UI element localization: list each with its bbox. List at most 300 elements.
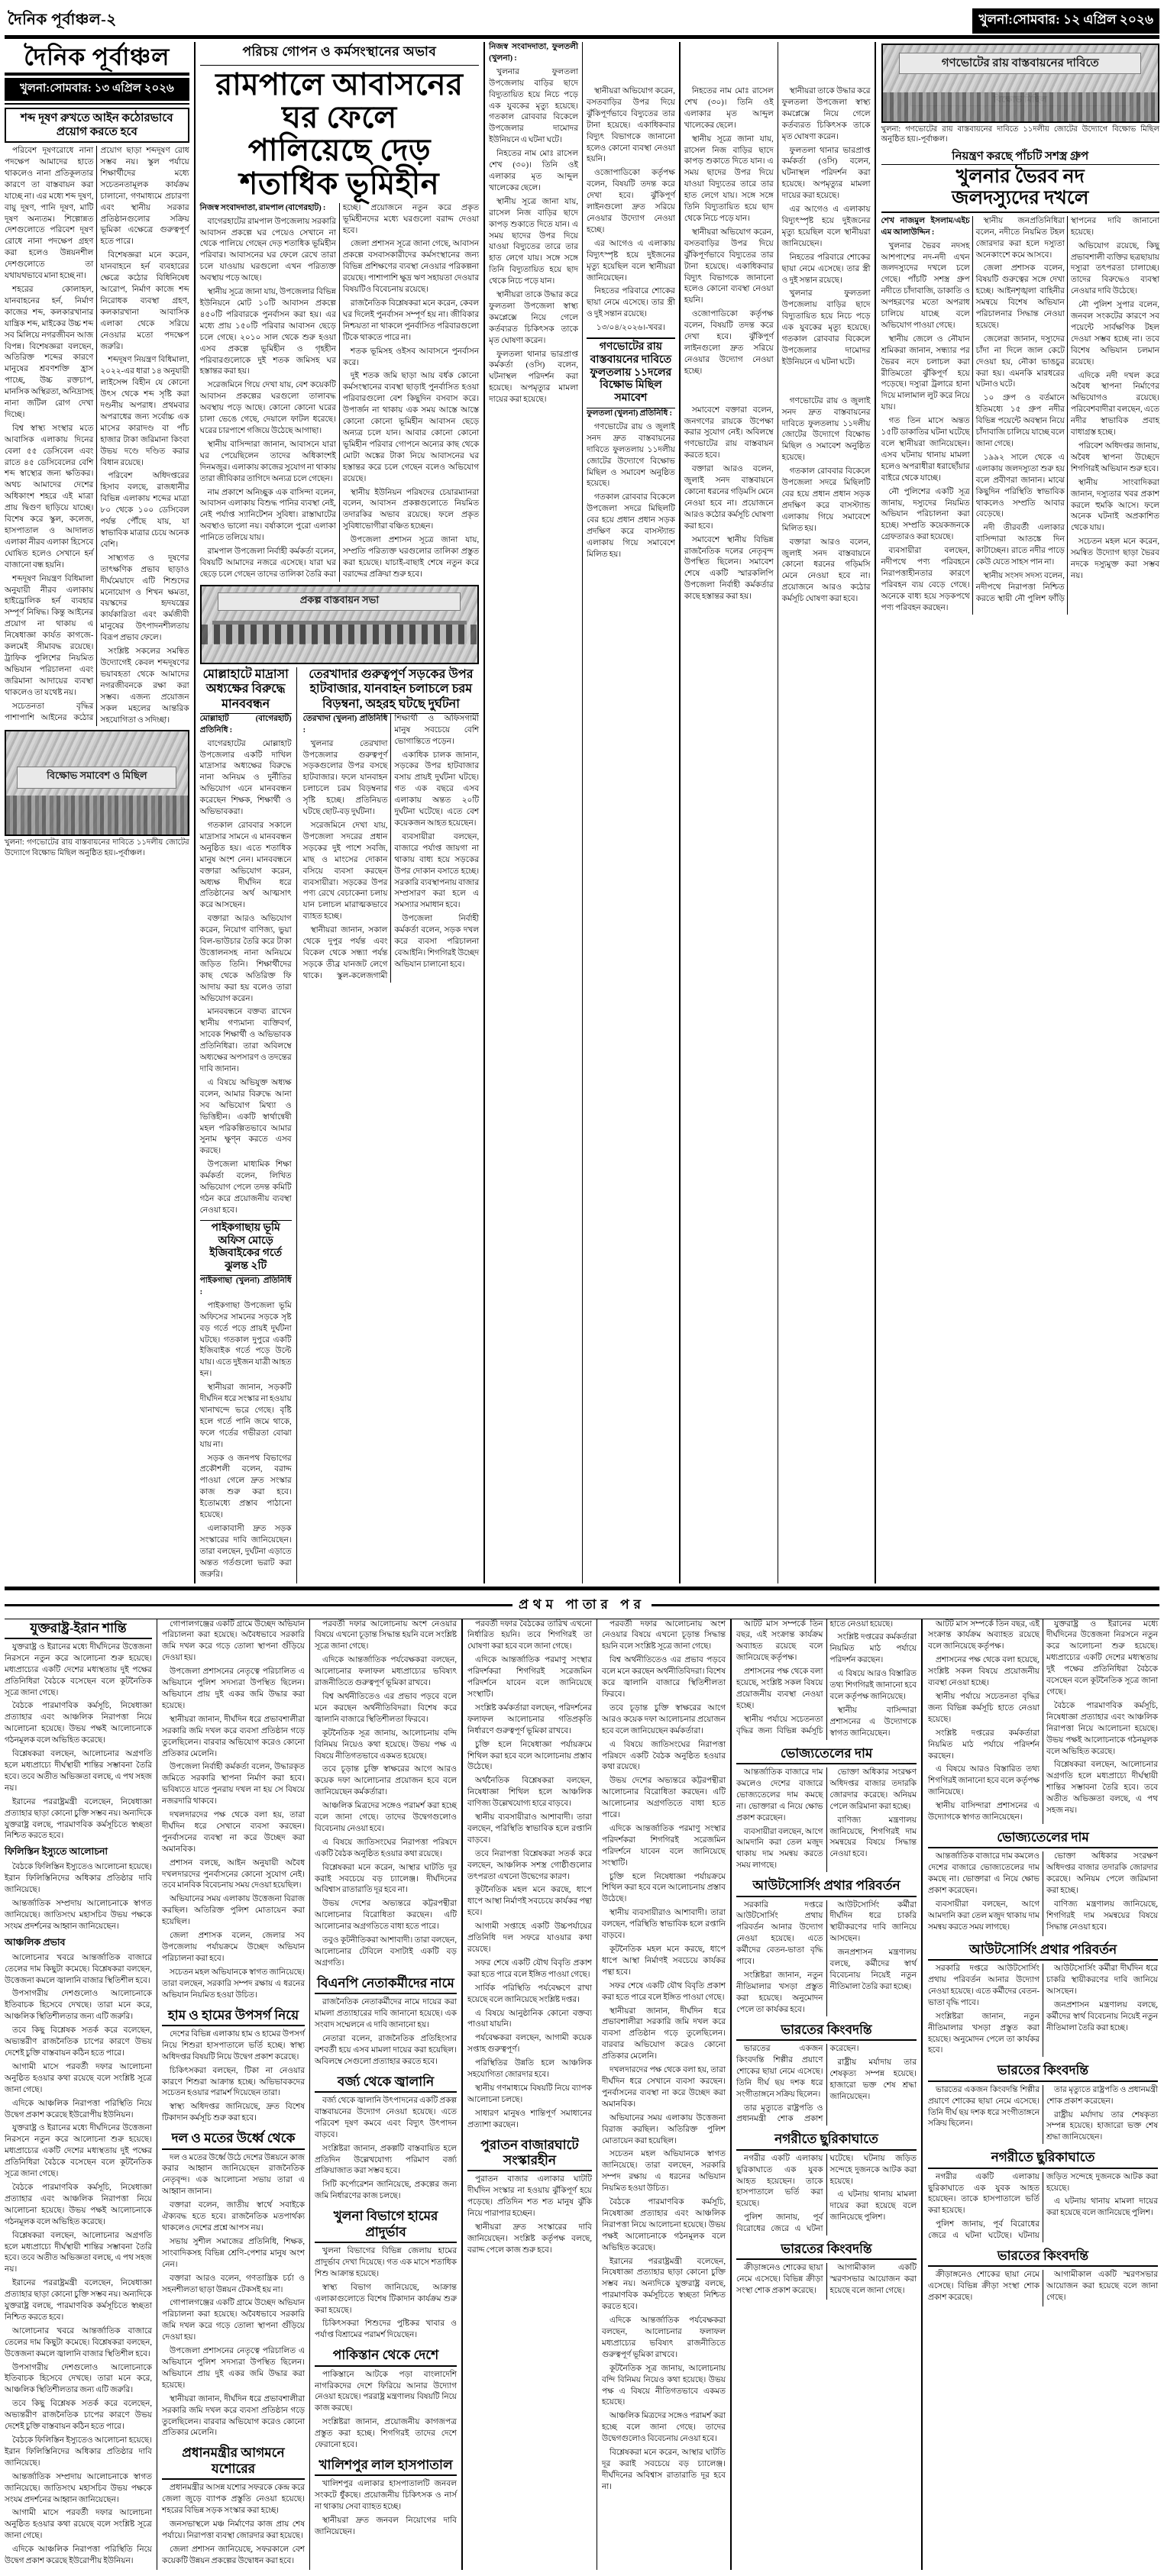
jump-section-divider [5,1595,1159,1616]
paragraph: প্রশাসনের পক্ষ থেকে বলা হয়েছে, সংশ্লিষ্ট সকল বিষয়ে প্রয়োজনীয় ব্যবস্থা নেওয়া হচ্ছে। [928,1656,1040,1688]
paragraph: স্থানীয়রা জানান, সড়কটি দীর্ঘদিন ধরে সংস্কার না হওয়ায় খানাখন্দে ভরে গেছে। বৃষ্টি হলে গর্তে পানি জমে থাকে, ফলে গর্তের গভীরতা বোঝা যায় না। [199,1383,292,1449]
paragraph: এ বিষয়ে আরও বিস্তারিত তথ্য শিগগিরই জানানো হবে বলে কর্তৃপক্ষ জানিয়েছে। [829,1670,917,1701]
terokhada-story [303,667,479,1583]
paragraph: সড়ক ও জনপথ বিভাগের প্রকৌশলী বলেন, বরাদ্দ পাওয়া গেলে দ্রুত সংস্কার কাজ শুরু করা হবে। ইতোমধ্যে প্রস্তাব পাঠানো হয়েছে। [199,1454,292,1520]
paragraph: আন্তর্জাতিক সম্প্রদায় আলোচনাকে স্বাগত জানিয়েছে। জাতিসংঘ মহাসচিব উভয় পক্ষকে সংযম প্রদর্শনের আহ্বান জানিয়েছেন। [5,2472,152,2504]
paragraph: আগামীকাল একটি স্মরণসভার আয়োজন করা হয়েছে বলে জানা গেছে। [1046,2271,1158,2303]
paragraph: গোপালগঞ্জের একটি গ্রামে উচ্ছেদ অভিযান পরিচালনা করা হয়েছে। অবৈধভাবে সরকারি জমি দখল করে গড়ে তোলা স্থাপনা গুঁড়িয়ে দেওয়া হয়। [162,1619,305,1663]
paragraph: পাইকগাছা উপজেলা ভূমি অফিসের সামনের সড়কে সৃষ্ট বড় গর্তে পড়ে প্রায়ই দুর্ঘটনা ঘটছে। গতকাল দুপুরে একটি ইজিবাইক গর্তে পড়ে উল্টে যায়। এতে দুইজন যাত্রী আহত হন। [199,1301,292,1379]
dateline: ১৩/০৪/২০২৬।-খবর। [596,324,665,333]
paragraph: জেলেরা জানান, দস্যুদের চাঁদা না দিলে জাল কেটে দেওয়া হয়, নৌকা ভাঙচুর করা হয়। এমনকি মারধরের ঘটনাও ঘটে। [975,334,1065,389]
photo-people [202,625,477,644]
jump6-body [736,1619,917,1740]
editorial-headline: শব্দ দূষণ রুখতে আইন কঠোরভাবে প্রয়োগ করতে হবে [5,108,189,143]
paragraph: দখলদারদের পক্ষ থেকে বলা হয়, তারা দীর্ঘদিন ধরে সেখানে ব্যবসা করছেন। পুনর্বাসনের ব্যবস্থা না করে উচ্ছেদ করা অমানবিক। [602,2066,726,2109]
lead-body [200,203,479,583]
paragraph: প্রধানমন্ত্রীর আসন্ন যশোর সফরকে কেন্দ্র করে জেলা জুড়ে ব্যাপক প্রস্তুতি নেওয়া হয়েছে। শহরের বিভিন্ন সড়ক সংস্কার করা হচ্ছে। [162,2484,305,2515]
paragraph: ব্যবসায়ীরা বলছেন, আগে আমদানি করা তেল মজুদ থাকায় দাম সমন্বয় করতে সময় লাগছে। [736,1827,823,1871]
paragraph: খালিশপুর এলাকার হাসপাতালটি জনবল সংকটে ধুঁকছে। প্রয়োজনীয় চিকিৎসক ও নার্স না থাকায় সেবা ব্যাহত হচ্ছে। [315,2480,457,2512]
paragraph: ওজোপাডিকো কর্তৃপক্ষ বলেন, বিষয়টি তদন্ত করে দেখা হবে। ঝুঁকিপূর্ণ লাইনগুলো দ্রুত সরিয়ে নেওয়ার উদ্যোগ নেওয়া হচ্ছে। [586,169,675,234]
paragraph: নিহতের পরিবারে শোকের ছায়া নেমে এসেছে। তার স্ত্রী ও দুই সন্তান রয়েছে। [586,287,675,319]
paragraph: বিশ্লেষকরা বলছেন, আলোচনার অগ্রগতি হলে মধ্যপ্রাচ্যে দীর্ঘস্থায়ী শান্তির সম্ভাবনা তৈরি হবে। তবে অতীত অভিজ্ঞতা বলছে, এ পথ সহজ নয়। [5,1750,152,1793]
paragraph: স্থানীয় গণমাধ্যমে বিষয়টি নিয়ে ব্যাপক আলোচনা চলছে। [467,2084,592,2104]
stabbing-headline-dup: নগরীতে ছুরিকাঘাতে [928,2150,1158,2168]
paragraph: ভারতের একজন কিংবদন্তি শিল্পীর প্রয়াণে শোকের ছায়া নেমে এসেছে। তিনি দীর্ঘ ছয় দশক ধরে সংগীতাঙ্গনে সক্রিয় ছিলেন। [736,2044,823,2099]
paragraph: খুলনার ফুলতলা উপজেলায় বাড়ির ছাদে বিদ্যুতায়িত হয়ে নিচে পড়ে এক যুবকের মৃত্যু হয়েছে। গতকাল রোববার বিকেলে উপজেলার দামোদর ইউনিয়নে এ ঘটনা ঘটে। [489,67,578,145]
madrasa-headline: মোল্লাহাটে মাদ্রাসা অধ্যক্ষের বিরুদ্ধে মানববন্ধন [200,667,292,714]
paragraph: কূটনৈতিক মহল মনে করছে, ধাপে ধাপে আস্থা নির্মাণই সবচেয়ে কার্যকর পন্থা হবে। [467,1886,592,1918]
paragraph: গণভোটের রায় ও জুলাই সনদ দ্রুত বাস্তবায়নের দাবিতে ফুলতলায় ১১দলীয় জোটের উদ্যোগে বিক্ষোভ মিছিল ও সমাবেশ অনুষ্ঠিত হয়েছে। [586,422,675,489]
paragraph: বিশ্ব স্বাস্থ্য সংস্থার মতে আবাসিক এলাকায় দিনের বেলা ৫৫ ডেসিবেল এবং রাতে ৪৫ ডেসিবেলের বেশি শব্দ স্বাস্থ্যের জন্য ক্ষতিকর। অথচ আমাদের দেশের অধিকাংশ শহরে এই মাত্রা প্রায় দ্বিগুণ ছাড়িয়ে যাচ্ছে। বিশেষ করে স্কুল, কলেজ, হাসপাতাল ও আদালত এলাকা নীরব এলাকা হিসেবে ঘোষিত হলেও সেখানে হর্ন বাজানো বন্ধ হয়নি। [5,424,94,570]
palestine-body [5,1862,152,1932]
photo-caption-right: খুলনা: গণভোটের রায় বাস্তবায়নের দাবিতে ১১দলীয় জোটের উদ্যোগে বিক্ষোভ মিছিল অনুষ্ঠিত হয়।-পূর্বাঞ্চল। [881,125,1160,144]
paragraph: উপসাগরীয় দেশগুলোও আলোচনাকে ইতিবাচক হিসেবে দেখছে। তারা মনে করে, আঞ্চলিক স্থিতিশীলতার জন্য এটি জরুরি। [5,2363,152,2395]
paragraph: জনপ্রশাসন মন্ত্রণালয় বলছে, কর্মীদের স্বার্থ বিবেচনায় নিয়েই নতুন নীতিমালা তৈরি করা হচ্ছে। [1046,2000,1158,2032]
edible-oil-headline-dup: ভোজ্যতেলের দাম [928,1830,1158,1848]
byline: মোল্লাহাট (বাগেরহাট) প্রতিনিধি : [199,714,292,734]
editorial-body [5,146,189,726]
paragraph: স্থানীয় পর্যায়ে সচেতনতা বৃদ্ধির জন্য বিভিন্ন কর্মসূচি হাতে নেওয়া হয়েছে। [736,1619,894,1735]
outsourcing-body-dup [928,1964,1158,2057]
old-market-body [467,2174,592,2256]
waste-energy-body [315,2096,457,2203]
paragraph: চিকিৎসকরা বলছেন, টিকা না নেওয়ার কারণে শিশুরা আক্রান্ত হচ্ছে। অভিভাবকদের সচেতন হওয়ার পরামর্শ দিয়েছেন তারা। [162,2066,305,2098]
jump5-body [602,1619,726,2494]
paragraph: দেশের বিভিন্ন এলাকায় হাম ও হামের উপসর্গ নিয়ে শিশুরা হাসপাতালে ভর্তি হচ্ছে। স্বাস্থ্য অধিদপ্তর বিষয়টি নিয়ে উদ্বেগ প্রকাশ করেছে। [162,2029,305,2061]
paragraph: সমাবেশে বক্তারা বলেন, জনগণের রায়কে উপেক্ষা করার সুযোগ নেই। অবিলম্বে গণভোটের রায় বাস্তবায়ন করতে হবে। [684,405,774,460]
paragraph: শহরের কোলাহল, যানবাহনের হর্ন, নির্মাণ কাজের শব্দ, কলকারখানার যান্ত্রিক শব্দ, মাইকের উচ্চ শব্দ সব মিলিয়ে নগরজীবন আজ বিপন্ন। বিশেষজ্ঞরা বলছেন, অতিরিক্ত শব্দের কারণে মানুষের শ্রবণশক্তি হ্রাস পাচ্ছে, উচ্চ রক্তচাপ, মানসিক অস্থিরতা, অনিদ্রাসহ নানা জটিল রোগ দেখা দিচ্ছে। [5,285,94,419]
paragraph: প্রশাসনের পক্ষ থেকে বলা হয়েছে, সংশ্লিষ্ট সকল বিষয়ে প্রয়োজনীয় ব্যবস্থা নেওয়া হচ্ছে। [736,1667,823,1710]
paragraph: সিটি কর্পোরেশন জানিয়েছে, প্রকল্পের জন্য জমি নির্ধারণের কাজ চলছে। [315,2181,457,2201]
paragraph: সচেতন মহল অভিযানকে স্বাগত জানিয়েছে। তারা বলছেন, সরকারি সম্পদ রক্ষায় এ ধরনের অভিযান নিয়মিত হওয়া উচিত। [162,1968,305,2000]
paragraph: তবুও কূটনীতিকরা আশাবাদী। তারা বলছেন, আলোচনার টেবিলে বসাটাই একটি বড় অগ্রগতি। [315,1936,457,1968]
paragraph: স্থানীয় সূত্রে জানা যায়, উপজেলার বিভিন্ন ইউনিয়নে মোট ১০টি আবাসন প্রকল্পে ৪৫০টি পরিবারকে পুনর্বাসন করা হয়। এর মধ্যে প্রায় ১৫০টি পরিবার আবাসন ছেড়ে চলে গেছে। ২০১০ সাল থেকে শুরু হওয়া এসব প্রকল্পে ভূমিহীন ও গৃহহীন পরিবারগুলোকে দুই শতক জমিসহ ঘর হস্তান্তর করা হয়। [199,288,336,376]
paragraph: বিশ্লেষকরা বলছেন, আলোচনার অগ্রগতি হলে মধ্যপ্রাচ্যে দীর্ঘস্থায়ী শান্তির সম্ভাবনা তৈরি হবে। তবে অতীত অভিজ্ঞতা বলছে, এ পথ সহজ নয়। [1046,1761,1158,1816]
edible-oil-body [736,1767,917,1872]
paragraph: পুলিশ জানায়, পূর্ব বিরোধের জেরে এ ঘটনা ঘটেছে। ঘটনায় জড়িত সন্দেহে দুজনকে আটক করা হয়েছে। [928,2172,1158,2241]
paragraph: দল ও মতের উর্ধ্বে উঠে দেশের উন্নয়নে কাজ করার আহ্বান জানিয়েছেন রাজনৈতিক নেতৃবৃন্দ। এক আলোচনা সভায় তারা এ আহ্বান জানান। [162,2153,305,2197]
jump-column-1 [5,1619,157,2570]
column-fultala-4 [778,42,876,1583]
divider-bar-right [652,1604,1159,1606]
paragraph: পর্যবেক্ষকরা বলছেন, আগামী কয়েক সপ্তাহ গুরুত্বপূর্ণ। [467,2034,592,2055]
palestine-subhead: ফিলিস্তিন ইস্যুতে আলোচনা [5,1846,108,1858]
section-rule-top [5,1587,1159,1590]
lead-kicker: পরিচয় গোপন ও কর্মসংস্থানের অভাব [200,42,479,66]
paragraph: স্থানীয়রা দ্রুত জনবল নিয়োগের দাবি জানিয়েছেন। [315,2516,457,2536]
paragraph: ব্যবসায়ীরা বলছেন, আগে আমদানি করা তেল মজুদ থাকায় দাম সমন্বয় করতে সময় লাগছে। [928,1900,1040,1932]
paragraph: আঞ্চলিক মিত্রদের সঙ্গেও পরামর্শ করা হচ্ছে বলে জানা গেছে। তাদের উদ্বেগগুলোও বিবেচনায় নেওয়া হবে। [315,1802,457,1833]
paragraph: সরেজমিনে গিয়ে দেখা যায়, বেশ কয়েকটি আবাসন প্রকল্পের ঘরগুলো তালাবদ্ধ অবস্থায় পড়ে আছে। কোনো কোনো ঘরের চালা ভেঙে গেছে, দেয়ালে ফাটল ধরেছে। ঘরের চারপাশে গজিয়ে উঠেছে আগাছা। [199,381,336,435]
outsourcing-headline-dup: আউটসোর্সিং প্রথার পরিবর্তন [928,1942,1158,1961]
paragraph: নৌ পুলিশের একটি সূত্র জানায়, দস্যুদের নিয়মিত অভিযান পরিচালনা করা হচ্ছে। সম্প্রতি কয়েকজনকে গ্রেফতারও করা হয়েছে। [881,487,970,542]
paragraph: স্থানীয় জেলে ও নৌযান শ্রমিকরা জানান, সন্ধ্যার পর ভৈরব নদে চলাচল করা রীতিমতো ঝুঁকিপূর্ণ হয়ে পড়েছে। দস্যুরা ট্রলারে হানা দিয়ে মালামাল লুট করে নিয়ে যায়। [881,334,970,412]
paragraph: সফর শেষে একটি যৌথ বিবৃতি প্রকাশ করা হতে পারে বলে ইঙ্গিত পাওয়া গেছে। [602,1981,726,2002]
column-right [876,42,1160,1583]
byline: শেখ নাজমুল ইসলাম/এইচ এম আলাউদ্দিন : [881,216,970,237]
paragraph: নিহতের নাম মোঃ রাসেল শেখ (৩০)। তিনি ওই এলাকার মৃত আব্দুল খালেকের ছেলে। [684,87,774,130]
pakistan-headline: পাকিস্তান থেকে দেশে [315,2348,457,2366]
paragraph: স্থানীয় বাসিন্দারা প্রশাসনের এ উদ্যোগকে স্বাগত জানিয়েছেন। [928,1802,1040,1822]
paragraph: জেলা প্রশাসক বলেন, জেলার সব উপজেলায় পর্যায়ক্রমে উচ্ছেদ অভিযান পরিচালনা করা হবে। [162,1932,305,1963]
paragraph: খুলনা বিভাগের বিভিন্ন জেলায় হামের প্রাদুর্ভাব দেখা দিয়েছে। গত এক মাসে শতাধিক শিশু আক্রান্ত হয়েছে। [315,2246,457,2278]
paragraph: আগামী মাসে পরবর্তী দফার আলোচনা অনুষ্ঠিত হওয়ার কথা রয়েছে বলে সংশ্লিষ্ট সূত্রে জানা গেছে। [5,2509,152,2541]
paragraph: ইরানের পররাষ্ট্রমন্ত্রী বলেছেন, নিষেধাজ্ঞা প্রত্যাহার ছাড়া কোনো চুক্তি সম্ভব নয়। অন্যদিকে যুক্তরাষ্ট্র বলছে, পারমাণবিক কর্মসূচিতে স্বচ্ছতা নিশ্চিত করতে হবে। [602,2257,726,2312]
pm-jessore-body [162,2483,305,2567]
paragraph: ১৯৯২ সালে থেকে এ এলাকায় জলদস্যুতা শুরু হয় বলে প্রবীণরা জানান। মাঝে কিছুদিন পরিস্থিতি স্বাভাবিক থাকলেও সম্প্রতি আবার বেড়েছে। [975,453,1065,519]
jump-column-3 [310,1619,463,2570]
paragraph: প্রশাসন বলছে, আইন অনুযায়ী অবৈধ দখলদারদের পুনর্বাসনের কোনো সুযোগ নেই। তবে মানবিক বিবেচনায় সময় দেওয়া হয়েছিল। [162,1858,305,1890]
paragraph: বক্তারা আরও বলেন, জুলাই সনদ বাস্তবায়নে কোনো ধরনের গড়িমসি মেনে নেওয়া হবে না। প্রয়োজনে আরও কঠোর কর্মসূচি ঘোষণা করা হবে। [781,537,871,604]
paragraph: স্থানীয় সাংবাদিকরা জানান, দস্যুতার খবর প্রকাশ করলে হুমকি আসে। ফলে অনেক ঘটনাই অপ্রকাশিত থেকে যায়। [1070,478,1159,533]
measles-headline: হাম ও হামের উপসর্গ নিয়ে [162,2008,305,2026]
paragraph: বক্তারা আরও অভিযোগ করেন, নিয়োগ বাণিজ্য, ভুয়া বিল-ভাউচার তৈরি করে টাকা উত্তোলনসহ নানা অনিয়মে জড়িত তিনি। শিক্ষার্থীদের কাছ থেকে অতিরিক্ত ফি আদায় করা হয় বলেও তারা অভিযোগ করেন। [199,915,292,1003]
madrasa-body [200,714,292,1217]
paragraph: বাগেরহাটের মোল্লাহাট উপজেলার একটি দাখিল মাদ্রাসার অধ্যক্ষের বিরুদ্ধে নানা অনিয়ম ও দুর্নীতির অভিযোগ এনে মানববন্ধন করেছেন শিক্ষক, শিক্ষার্থী ও অভিভাবকরা। [199,739,292,817]
regional-impact-body [5,1953,152,2568]
paragraph: বিশ্লেষকরা বলছেন, আলোচনার অগ্রগতি হলে মধ্যপ্রাচ্যে দীর্ঘস্থায়ী শান্তির সম্ভাবনা তৈরি হবে। তবে অতীত অভিজ্ঞতা বলছে, এ পথ সহজ নয়। [5,2231,152,2274]
paragraph: পুলিশ জানায়, পূর্ব বিরোধের জেরে এ ঘটনা ঘটেছে। ঘটনায় জড়িত সন্দেহে দুজনকে আটক করা হয়েছে। [736,2154,917,2234]
paragraph: নাম প্রকাশে অনিচ্ছুক এক বাসিন্দা বলেন, আবাসন এলাকায় বিশুদ্ধ পানির ব্যবস্থা নেই, নেই পর্যাপ্ত স্যানিটেশন সুবিধা। রাস্তাঘাটের অবস্থাও ভালো নয়। বর্ষাকালে পুরো এলাকা পানিতে তলিয়ে যায়। [199,488,336,543]
india-legend-2-body [736,2263,917,2300]
paragraph: সচেতন মহল মনে করেন, সমন্বিত উদ্যোগ ছাড়া ভৈরব নদকে দস্যুমুক্ত করা সম্ভব নয়। [1070,537,1159,580]
terokhada-headline: তেরখাদার গুরুত্বপূর্ণ সড়কের উপর হাটবাজার, যানবাহন চলাচলে চরম বিড়ম্বনা, অহরহ ঘটছে দুর্ঘটনা [303,667,479,714]
paragraph: পরবর্তী দফার আলোচনায় অংশ নেওয়ার বিষয়ে এখনো চূড়ান্ত সিদ্ধান্ত হয়নি বলে সংশ্লিষ্ট সূত্রে জানা গেছে। [315,1619,457,1651]
bhairab-headline-line1: খুলনার ভৈরব নদ [955,166,1085,187]
paragraph: সংশ্লিষ্টরা জানান, প্রকল্পটি বাস্তবায়িত হলে প্রতিদিন উল্লেখযোগ্য পরিমাণ বর্জ্য প্রক্রিয়াজাত করা সম্ভব হবে। [315,2144,457,2176]
paragraph: সরকারি দপ্তরে আউটসোর্সিং প্রথায় পরিবর্তন আনার উদ্যোগ নেওয়া হয়েছে। এতে কর্মীদের বেতন-ভাতা বৃদ্ধি পাবে। [928,1964,1040,2007]
old-market-headline: পুরাতন বাজারঘাটে সংস্কারহীন [467,2138,592,2172]
paragraph: মানববন্ধনে বক্তব্য রাখেন স্থানীয় গণ্যমান্য ব্যক্তিবর্গ, সাবেক শিক্ষার্থী ও অভিভাবক প্রতিনিধিরা। তারা অবিলম্বে অধ্যক্ষের অপসারণ ও তদন্তের দাবি জানান। [199,1008,292,1073]
paragraph: এর আগেও এ এলাকায় বিদ্যুৎস্পৃষ্ট হয়ে দুইজনের মৃত্যু হয়েছিল বলে স্থানীয়রা জানিয়েছেন। [781,205,871,248]
paragraph: পরিস্থিতির উন্নতি হলে আঞ্চলিক সহযোগিতা জোরদার হবে। [467,2059,592,2080]
paragraph: বৈঠকে ফিলিস্তিন ইস্যুতেও আলোচনা হয়েছে। ইরান ফিলিস্তিনিদের অধিকার প্রতিষ্ঠার দাবি জানিয়েছে। [5,2436,152,2468]
paragraph: এ বিষয়ে জাতিসংঘের নিরাপত্তা পরিষদে একটি বৈঠক অনুষ্ঠিত হওয়ার কথা রয়েছে। [602,1740,726,1772]
paragraph: রাষ্ট্রীয় মর্যাদায় তার শেষকৃত্য সম্পন্ন হয়েছে। হাজারো ভক্ত শেষ শ্রদ্ধা জানিয়েছেন। [829,2058,917,2101]
paragraph: এ ঘটনায় থানায় মামলা দায়ের করা হয়েছে বলে জানিয়েছে পুলিশ। [1046,2197,1158,2218]
paragraph: এ ঘটনায় থানায় মামলা দায়ের করা হয়েছে বলে জানিয়েছে পুলিশ। [829,2190,917,2223]
photo-crowd [6,796,188,834]
paragraph: অর্থনৈতিক বিশ্লেষকরা বলছেন, নিষেধাজ্ঞা শিথিল হলে আঞ্চলিক বাণিজ্য উল্লেখযোগ্য হারে বাড়বে। [467,1777,592,1809]
paragraph: রাজনৈতিক নেতাকর্মীদের নামে দায়ের করা মামলা প্রত্যাহারের দাবি জানানো হয়েছে। এক সংবাদ সম্মেলনে এ দাবি জানানো হয়। [315,1998,457,2030]
paragraph: সাস্থ্যগত ও দূষণের তাৎক্ষণিক প্রভাব ছাড়াও দীর্ঘমেয়াদে এটি শিশুদের মনোযোগ ও শিখন ক্ষমতা, বয়স্কদের হৃদযন্ত্রের কার্যকারিতা এবং কর্মজীবী মানুষের উৎপাদনশীলতায় বিরূপ প্রভাব ফেলে। [100,554,189,643]
lead-headline-line1: রামপালে আবাসনের ঘর ফেলে [215,67,464,135]
khulna-measles-headline: খুলনা বিভাগে হামের প্রাদুর্ভাব [315,2209,457,2243]
paragraph: চুক্তি হলে নিষেধাজ্ঞা পর্যায়ক্রমে শিথিল করা হবে বলে আলোচনায় প্রস্তাব উঠেছে। [602,1872,726,1904]
photo-banner-text: প্রকল্প বাস্তবায়ন সভা [299,594,380,606]
paragraph: বাণিজ্য মন্ত্রণালয় জানিয়েছে, শিগগিরই দাম সমন্বয়ের বিষয়ে সিদ্ধান্ত নেওয়া হবে। [829,1816,917,1859]
paragraph: রাজনৈতিক বিশ্লেষকরা মনে করেন, কেবল ঘর দিলেই পুনর্বাসন সম্পূর্ণ হয় না। জীবিকার নিশ্চয়তা না থাকলে পুনর্বাসিত পরিবারগুলো টিকে থাকতে পারে না। [342,299,480,342]
paragraph: উপজেলা মাধ্যমিক শিক্ষা কর্মকর্তা বলেন, লিখিত অভিযোগ পেলে তদন্ত কমিটি গঠন করে প্রয়োজনীয় ব্যবস্থা নেওয়া হবে। [199,1160,292,1215]
folio-label: দৈনিক পূর্বাঞ্চল-২ [8,11,117,28]
byline: পাইকগাছা (খুলনা) প্রতিনিধি : [199,1276,292,1296]
paragraph: নগরীর একটি এলাকায় ছুরিকাঘাতে এক যুবক আহত হয়েছেন। তাকে হাসপাতালে ভর্তি করা হয়েছে। [736,2154,823,2209]
masthead-rule-2 [5,103,189,105]
paragraph: উভয় দেশের অভ্যন্তরে কট্টরপন্থীরা আলোচনার বিরোধিতা করছেন। এটি আলোচনার অগ্রগতিতে বাধা হতে পারে। [315,1900,457,1932]
paragraph: পুরাতন বাজার এলাকার ঘাটটি দীর্ঘদিন সংস্কার না হওয়ায় ঝুঁকিপূর্ণ হয়ে পড়েছে। প্রতিদিন শত শত মানুষ ঝুঁকি নিয়ে পারাপার হচ্ছেন। [467,2175,592,2219]
paragraph: স্থানীয়রা জানান, দীর্ঘদিন ধরে প্রভাবশালীরা সরকারি জমি দখল করে ব্যবসা প্রতিষ্ঠান গড়ে তুলেছিলেন। বারবার অভিযোগ করেও কোনো প্রতিকার মেলেনি। [602,2006,726,2061]
paragraph: পরিবেশ অধিদপ্তরের হিসাব বলছে, রাজধানীর বিভিন্ন এলাকায় শব্দের মাত্রা ৮০ থেকে ১০০ ডেসিবেল পর্যন্ত পৌঁছে যায়, যা স্বাভাবিক মাত্রার চেয়ে অনেক বেশি। [100,472,189,549]
paragraph: ইরানের পররাষ্ট্রমন্ত্রী বলেছেন, নিষেধাজ্ঞা প্রত্যাহার ছাড়া কোনো চুক্তি সম্ভব নয়। অন্যদিকে যুক্তরাষ্ট্র বলছে, পারমাণবিক কর্মসূচিতে স্বচ্ছতা নিশ্চিত করতে হবে। [5,1797,152,1841]
paragraph: স্থানীয় জনপ্রতিনিধিরা বলেন, নদীতে নিয়মিত টহল জোরদার করা হলে দস্যুতা অনেকাংশে কমে আসবে। [975,216,1065,260]
paragraph: বৈঠকে পারমাণবিক কর্মসূচি, নিষেধাজ্ঞা প্রত্যাহার এবং আঞ্চলিক নিরাপত্তা নিয়ে আলোচনা হয়েছে। উভয় পক্ষই আলোচনাকে গঠনমূলক বলে অভিহিত করেছে। [5,2183,152,2226]
jump-grid [0,1619,1164,2576]
jump7-body [928,1619,1158,1824]
paragraph: বৈঠকে ফিলিস্তিন ইস্যুতেও আলোচনা হয়েছে। ইরান ফিলিস্তিনিদের অধিকার প্রতিষ্ঠার দাবি জানিয়েছে। [5,1863,152,1895]
paragraph: স্বাস্থ্য অধিদপ্তর জানিয়েছে, দ্রুত বিশেষ টিকাদান কর্মসূচি শুরু করা হবে। [162,2103,305,2123]
masthead [5,42,189,105]
paragraph: গোপালগঞ্জের একটি গ্রামে উচ্ছেদ অভিযান পরিচালনা করা হয়েছে। অবৈধভাবে সরকারি জমি দখল করে গড়ে তোলা স্থাপনা গুঁড়িয়ে দেওয়া হয়। [162,2299,305,2342]
paragraph: গত তিন মাসে অন্তত ১৫টি ডাকাতির ঘটনা ঘটেছে বলে স্থানীয়রা জানিয়েছেন। এসব ঘটনায় থানায় মামলা হলেও অপরাধীরা ধরাছোঁয়ার বাইরে থেকে যাচ্ছে। [881,417,970,483]
paikgacha-body [200,1276,292,1581]
india-legend-2-body-dup [928,2270,1158,2306]
paragraph: এ বিষয়ে আরও বিস্তারিত তথ্য শিগগিরই জানানো হবে বলে কর্তৃপক্ষ জানিয়েছে। [928,1765,1040,1797]
paragraph: শতক ভূমিসহ ওইসব আবাসনে পুনর্বাসন করে। [342,347,480,367]
paragraph: সভায় সুশীল সমাজের প্রতিনিধি, শিক্ষক, সাংবাদিকসহ বিভিন্ন শ্রেণি-পেশার মানুষ অংশ নেন। [162,2237,305,2269]
paragraph: সচেতনতা বৃদ্ধির পাশাপাশি আইনের কঠোর প্রয়োগ ছাড়া শব্দদূষণ রোধ সম্ভব নয়। স্কুল পর্যায়ে শিক্ষার্থীদের মধ্যে সচেতনতামূলক কার্যক্রম চালানো, গণমাধ্যমে প্রচারণা এবং স্থানীয় সরকার প্রতিষ্ঠানগুলোর সক্রিয় ভূমিকা এক্ষেত্রে গুরুত্বপূর্ণ হতে পারে। [5,147,189,722]
paragraph: একাধিক চালক জানান, সড়কের উপর হাটবাজার বসায় প্রায়ই দুর্ঘটনা ঘটছে। গত এক বছরে এসব এলাকায় অন্তত ২০টি দুর্ঘটনা ঘটেছে। এতে বেশ কয়েকজন আহত হয়েছেন। [394,751,480,828]
paragraph: বিশ্লেষকরা মনে করেন, আস্থার ঘাটতি দূর করাই সবচেয়ে বড় চ্যালেঞ্জ। দীর্ঘদিনের অবিশ্বাস রাতারাতি দূর হবে না। [315,1863,457,1895]
india-legend-headline-dup: ভারতের কিংবদন্তি [928,2063,1158,2081]
india-legend-2-headline: ভারতের কিংবদন্তি [736,2242,917,2260]
byline: নিজস্ব সংবাদদাতা, রামপাল (বাগেরহাট) : [199,203,326,212]
paragraph: আগামীকাল একটি স্মরণসভার আয়োজন করা হয়েছে বলে জানা গেছে। [829,2264,917,2296]
paragraph: বৈঠকে পারমাণবিক কর্মসূচি, নিষেধাজ্ঞা প্রত্যাহার এবং আঞ্চলিক নিরাপত্তা নিয়ে আলোচনা হয়েছে। উভয় পক্ষই আলোচনাকে গঠনমূলক বলে অভিহিত করেছে। [5,1702,152,1745]
usa-iran-body [5,1642,152,1842]
india-legend-body-dup [928,2085,1158,2145]
jump-column-2 [157,1619,310,2570]
paragraph: এর আগেও এ এলাকায় বিদ্যুৎস্পৃষ্ট হয়ে দুইজনের মৃত্যু হয়েছিল বলে স্থানীয়রা জানিয়েছেন। [586,239,675,282]
paragraph: স্থানীয় সংসদ সদস্য বলেন, নদীপথে নিরাপত্তা নিশ্চিত করতে স্থায়ী নৌ পুলিশ ফাঁড়ি স্থাপনের দাবি জানানো হয়েছে। [975,216,1159,603]
pm-jessore-headline: প্রধানমন্ত্রীর আগমনে যশোরের [162,2445,305,2480]
outsourcing-headline: আউটসোর্সিং প্রথার পরিবর্তন [736,1878,917,1896]
paragraph: বিশ্লেষকরা মনে করেন, আস্থার ঘাটতি দূর করাই সবচেয়ে বড় চ্যালেঞ্জ। দীর্ঘদিনের অবিশ্বাস রাতারাতি দূর হবে না। [602,2448,726,2491]
bhairab-body [881,216,1160,615]
paragraph: এদিকে আঞ্চলিক নিরাপত্তা পরিস্থিতি নিয়ে উদ্বেগ প্রকাশ করেছে ইউরোপীয় ইউনিয়ন। [5,2545,152,2566]
bhairab-headline-line2: জলদস্যুদের দখলে [881,188,1160,213]
edible-oil-headline: ভোজ্যতেলের দাম [736,1746,917,1764]
paragraph: শব্দদূষণ নিয়ন্ত্রণ বিধিমালা অনুযায়ী নীরব এলাকায় হাইড্রোলিক হর্ন ব্যবহার সম্পূর্ণ নিষিদ্ধ। কিন্তু আইনের প্রয়োগ না থাকায় এ নিষেধাজ্ঞা কার্যত কাগজে-কলমেই সীমাবদ্ধ রয়েছে। ট্রাফিক পুলিশের নিয়মিত অভিযান পরিচালনা এবং জরিমানা আদায়ের ব্যবস্থা থাকলেও তা যথেষ্ট নয়। [5,574,94,697]
paragraph: সংশ্লিষ্ট দপ্তরের কর্মকর্তারা নিয়মিত মাঠ পর্যায়ে পরিদর্শন করছেন। [829,1633,917,1665]
main-grid [0,39,1164,1583]
paragraph: স্থানীয়রা তাকে উদ্ধার করে ফুলতলা উপজেলা স্বাস্থ্য কমপ্লেক্সে নিয়ে গেলে কর্তব্যরত চিকিৎসক তাকে মৃত ঘোষণা করেন। [781,87,871,141]
paragraph: বৈঠকে পারমাণবিক কর্মসূচি, নিষেধাজ্ঞা প্রত্যাহার এবং আঞ্চলিক নিরাপত্তা নিয়ে আলোচনা হয়েছে। উভয় পক্ষই আলোচনাকে গঠনমূলক বলে অভিহিত করেছে। [602,2198,726,2252]
paragraph: স্থানীয়রা অভিযোগ করেন, বসতবাড়ির উপর দিয়ে ঝুঁকিপূর্ণভাবে বিদ্যুতের তার টানা হয়েছে। একাধিকবার বিদ্যুৎ বিভাগকে জানানো হলেও কোনো ব্যবস্থা নেওয়া হয়নি। [684,228,774,305]
paragraph: স্থানীয় পর্যায়ে সচেতনতা বৃদ্ধির জন্য বিভিন্ন কর্মসূচি হাতে নেওয়া হয়েছে। [928,1692,1040,1724]
paragraph: ইরানের পররাষ্ট্রমন্ত্রী বলেছেন, নিষেধাজ্ঞা প্রত্যাহার ছাড়া কোনো চুক্তি সম্ভব নয়। অন্যদিকে যুক্তরাষ্ট্র বলছে, পারমাণবিক কর্মসূচিতে স্বচ্ছতা নিশ্চিত করতে হবে। [5,2279,152,2322]
paragraph: রাষ্ট্রীয় মর্যাদায় তার শেষকৃত্য সম্পন্ন হয়েছে। হাজারো ভক্ত শেষ শ্রদ্ধা জানিয়েছেন। [1046,2110,1158,2142]
column-lead-story [196,42,485,1583]
usa-iran-headline: যুক্তরাষ্ট্র-ইরান শান্তি [5,1621,152,1639]
paragraph: জনপ্রশাসন মন্ত্রণালয় বলছে, কর্মীদের স্বার্থ বিবেচনায় নিয়েই নতুন নীতিমালা তৈরি করা হচ্ছে। [829,1948,917,1991]
paragraph: সফর শেষে একটি যৌথ বিবৃতি প্রকাশ করা হতে পারে বলে ইঙ্গিত পাওয়া গেছে। [467,1958,592,1979]
bnp-cases-headline: বিএনপি নেতাকর্মীদের নামে [315,1976,457,1994]
paragraph: তবে কিছু বিশ্লেষক সতর্ক করে বলেছেন, অভ্যন্তরীণ রাজনৈতিক চাপের কারণে উভয় দেশেই চুক্তি বাস্তবায়ন কঠিন হতে পারে। [5,2026,152,2058]
paragraph: সচেতন মহল অভিযানকে স্বাগত জানিয়েছে। তারা বলছেন, সরকারি সম্পদ রক্ষায় এ ধরনের অভিযান নিয়মিত হওয়া উচিত। [602,2150,726,2193]
paragraph: যুক্তরাষ্ট্র ও ইরানের মধ্যে দীর্ঘদিনের উত্তেজনা নিরসনে নতুন করে আলোচনা শুরু হয়েছে। মধ্যপ্রাচ্যের একটি দেশের মধ্যস্থতায় দুই পক্ষের প্রতিনিধিরা বৈঠকে বসেছেন বলে কূটনৈতিক সূত্রে জানা গেছে। [5,1642,152,1697]
paragraph: বৈঠকে পারমাণবিক কর্মসূচি, নিষেধাজ্ঞা প্রত্যাহার এবং আঞ্চলিক নিরাপত্তা নিয়ে আলোচনা হয়েছে। উভয় পক্ষই আলোচনাকে গঠনমূলক বলে অভিহিত করেছে। [1046,1701,1158,1756]
top-date-badge: খুলনা:সোমবার: ১২ এপ্রিল ২০২৬ [972,8,1159,34]
paragraph: স্থানীয়রা দ্রুত সংস্কারের দাবি জানিয়েছেন। সংশ্লিষ্ট কর্তৃপক্ষ বলছে, বরাদ্দ পেলে কাজ শুরু হবে। [467,2223,592,2255]
masthead-title: দৈনিক পূর্বাঞ্চল [24,44,170,70]
paragraph: তবে কিছু বিশ্লেষক সতর্ক করে বলেছেন, অভ্যন্তরীণ রাজনৈতিক চাপের কারণে উভয় দেশেই চুক্তি বাস্তবায়ন কঠিন হতে পারে। [5,2400,152,2432]
paragraph: গণভোটের রায় ও জুলাই সনদ দ্রুত বাস্তবায়নের দাবিতে ফুলতলায় ১১দলীয় জোটের উদ্যোগে বিক্ষোভ মিছিল ও সমাবেশ অনুষ্ঠিত হয়েছে। [781,396,871,463]
paragraph: স্থানীয়রা অভিযোগ করেন, বসতবাড়ির উপর দিয়ে ঝুঁকিপূর্ণভাবে বিদ্যুতের তার টানা হয়েছে। একাধিকবার বিদ্যুৎ বিভাগকে জানানো হলেও কোনো ব্যবস্থা নেওয়া হয়নি। [586,87,675,164]
paragraph: সংশ্লিষ্ট দপ্তরের কর্মকর্তারা নিয়মিত মাঠ পর্যায়ে পরিদর্শন করছেন। [928,1729,1040,1761]
paragraph: সংশ্লিষ্ট কর্মকর্তারা বলছেন, পরিদর্শনের ফলাফল আলোচনার গতিপ্রকৃতি নির্ধারণে গুরুত্বপূর্ণ ভূমিকা রাখবে। [467,1703,592,1735]
unity-body [162,2153,305,2440]
terokhada-body [303,714,479,983]
paragraph: ভোক্তা অধিকার সংরক্ষণ অধিদপ্তর বাজার তদারকি জোরদার করেছে। অনিয়ম পেলে জরিমানা করা হচ্ছে। [1046,1852,1158,1896]
paragraph: স্থানীয়রা জানান, দীর্ঘদিন ধরে প্রভাবশালীরা সরকারি জমি দখল করে ব্যবসা প্রতিষ্ঠান গড়ে তুলেছিলেন। বারবার অভিযোগ করেও কোনো প্রতিকার মেলেনি। [162,1715,305,1758]
paragraph: বিশ্ব অর্থনীতিতেও এর প্রভাব পড়বে বলে মনে করছেন অর্থনীতিবিদরা। বিশেষ করে জ্বালানি বাজারে স্থিতিশীলতা ফিরবে। [315,1692,457,1724]
paragraph: আন্তর্জাতিক বাজারে দাম কমলেও দেশের বাজারে ভোজ্যতেলের দাম কমছে না। ভোক্তারা এ নিয়ে ক্ষোভ প্রকাশ করেছেন। [736,1767,823,1822]
fultala-body-3 [684,86,774,378]
column-masthead-editorial [5,42,196,1583]
paragraph: নদী তীরবর্তী এলাকার বাসিন্দারা আতঙ্কে দিন কাটাচ্ছেন। রাতে নদীর পাড়ে কেউ যেতে সাহস পান না। [975,524,1065,567]
lead-headline-line2: পালিয়েছে দেড় শতাধিক ভূমিহীন [239,133,440,201]
paragraph: উপজেলা নির্বাহী কর্মকর্তা বলেন, উদ্ধারকৃত জমিতে সরকারি স্থাপনা নির্মাণ করা হবে। ভবিষ্যতে যাতে পুনরায় দখল না হয় সে বিষয়ে নজরদারি থাকবে। [162,1763,305,1806]
paragraph: স্থানীয়রা জানান, সকাল থেকে দুপুর পর্যন্ত এবং বিকেল থেকে সন্ধ্যা পর্যন্ত সড়কে তীব্র যানজট লেগে থাকে। স্কুল-কলেজগামী শিক্ষার্থী ও অফিসগামী মানুষ সবচেয়ে বেশি ভোগান্তিতে পড়েন। [302,714,480,980]
stabbing-body [736,2154,917,2235]
paragraph: আন্তর্জাতিক সম্প্রদায় আলোচনাকে স্বাগত জানিয়েছে। জাতিসংঘ মহাসচিব উভয় পক্ষকে সংযম প্রদর্শনের আহ্বান জানিয়েছেন। [5,1900,152,1931]
paragraph: আউটসোর্সিং কর্মীরা দীর্ঘদিন ধরে চাকরি স্থায়ীকরণের দাবি জানিয়ে আসছেন। [829,1900,917,1944]
paragraph: উপজেলা প্রশাসনের নেতৃত্বে পরিচালিত এ অভিযানে পুলিশ সদস্যরা উপস্থিত ছিলেন। অভিযানে প্রায় দুই একর জমি উদ্ধার করা হয়েছে। [162,2347,305,2390]
fultala-body-4 [782,86,871,369]
pakistan-body [315,2370,457,2452]
paragraph: ক্রীড়াঙ্গনেও শোকের ছায়া নেমে এসেছে। বিভিন্ন ক্রীড়া সংস্থা শোক প্রকাশ করেছে। [736,2264,823,2296]
jump-column-7 [923,1619,1158,2570]
paragraph: সংশ্লিষ্টরা জানান, প্রয়োজনীয় কাগজপত্র প্রস্তুত করা হচ্ছে। শিগগিরই তাদের দেশে ফেরানো হবে। [315,2418,457,2450]
paragraph: কূটনৈতিক মহল মনে করছে, ধাপে ধাপে আস্থা নির্মাণই সবচেয়ে কার্যকর পন্থা হবে। [602,1945,726,1977]
paragraph: আন্তর্জাতিক বাজারে দাম কমলেও দেশের বাজারে ভোজ্যতেলের দাম কমছে না। ভোক্তারা এ নিয়ে ক্ষোভ প্রকাশ করেছেন। [928,1852,1040,1896]
paragraph: উপসাগরীয় দেশগুলোও আলোচনাকে ইতিবাচক হিসেবে দেখছে। তারা মনে করে, আঞ্চলিক স্থিতিশীলতার জন্য এটি জরুরি। [5,1990,152,2022]
khalishpur-hospital-body [315,2479,457,2539]
paragraph: এদিকে আন্তর্জাতিক পরমাণু সংস্থার পরিদর্শকরা শিগগিরই সরেজমিন পরিদর্শনে যাবেন বলে জানিয়েছে সংস্থাটি। [602,1824,726,1867]
edible-oil-body-dup [928,1851,1158,1935]
paragraph: উপজেলা প্রশাসনের নেতৃত্বে পরিচালিত এ অভিযানে পুলিশ সদস্যরা উপস্থিত ছিলেন। অভিযানে প্রায় দুই একর জমি উদ্ধার করা হয়েছে। [162,1667,305,1710]
paragraph: আগামী সপ্তাহে একটি উচ্চপর্যায়ের প্রতিনিধি দল সফরে যাওয়ার কথা রয়েছে। [467,1922,592,1954]
paragraph: নৌ পুলিশ সুপার বলেন, জনবল সংকটের কারণে সব পয়েন্টে সার্বক্ষণিক টহল দেওয়া সম্ভব হচ্ছে না। তবে বিশেষ অভিযান চলমান রয়েছে। [1070,301,1159,366]
paragraph: চিকিৎসকরা শিশুদের পুষ্টিকর খাবার ও পর্যাপ্ত বিশ্রামের পরামর্শ দিয়েছেন। [315,2319,457,2340]
paragraph: এদিকে আন্তর্জাতিক পর্যবেক্ষকরা বলছেন, আলোচনার ফলাফল মধ্যপ্রাচ্যের ভবিষ্যৎ রাজনীতিতে গুরুত্বপূর্ণ ভূমিকা রাখবে। [315,1656,457,1688]
divider-bar-left [5,1604,512,1606]
paragraph: যুক্তরাষ্ট্র ও ইরানের মধ্যে দীর্ঘদিনের উত্তেজনা নিরসনে নতুন করে আলোচনা শুরু হয়েছে। মধ্যপ্রাচ্যের একটি দেশের মধ্যস্থতায় দুই পক্ষের প্রতিনিধিরা বৈঠকে বসেছেন বলে কূটনৈতিক সূত্রে জানা গেছে। [5,2124,152,2179]
paragraph: শব্দদূষণ নিয়ন্ত্রণ বিধিমালা, ২০২২-এর ধারা ১৪ অনুযায়ী লাইসেন্স বিহীন যে কোনো উৎস থেকে শব্দ সৃষ্টি করা দণ্ডনীয় অপরাধ। প্রথমবার অপরাধের জন্য সর্বোচ্চ এক মাসের কারাদণ্ড বা পাঁচ হাজার টাকা জরিমানা কিংবা উভয় দণ্ডে দণ্ডিত করার বিধান রয়েছে। [100,356,189,467]
paragraph: স্বাস্থ্য বিভাগ জানিয়েছে, আক্রান্ত এলাকাগুলোতে বিশেষ টিকাদান কার্যক্রম শুরু করা হয়েছে। [315,2283,457,2315]
madrasa-story [200,667,297,1583]
unity-headline: দল ও মতের উর্ধ্বে থেকে [162,2131,305,2149]
paragraph: সংশ্লিষ্ট সকলের সমন্বিত উদ্যোগেই কেবল শব্দদূষণের ভয়াবহতা থেকে আমাদের নগরজীবনকে রক্ষা করা সম্ভব। এজন্য প্রয়োজন সকল মহলের আন্তরিক সহযোগিতা ও সদিচ্ছা। [100,647,189,725]
gonovote-headline: গণভোটের রায় বাস্তবায়নের দাবিতে ফুলতলায় ১১দলের বিক্ষোভ মিছিল সমাবেশ [587,337,675,408]
paragraph: অভিযানের সময় এলাকায় উত্তেজনা বিরাজ করছিল। অতিরিক্ত পুলিশ মোতায়েন করা হয়েছিল। [162,1895,305,1927]
paragraph: এদিকে আঞ্চলিক নিরাপত্তা পরিস্থিতি নিয়ে উদ্বেগ প্রকাশ করেছে ইউরোপীয় ইউনিয়ন। [5,2099,152,2119]
paragraph: সংশ্লিষ্টরা জানান, নতুন নীতিমালার খসড়া প্রস্তুত করা হয়েছে। অনুমোদন পেলে তা কার্যকর হবে। [736,1971,823,2014]
paragraph: বাণিজ্য মন্ত্রণালয় জানিয়েছে, শিগগিরই দাম সমন্বয়ের বিষয়ে সিদ্ধান্ত নেওয়া হবে। [1046,1900,1158,1932]
paikgacha-headline: পাইকগাছায় ভূমি অফিস মোড়ে ইজিবাইকের গর্তে ঝুলন্ত ২টি [200,1220,292,1276]
paragraph: তবে চূড়ান্ত চুক্তি স্বাক্ষরের আগে আরও কয়েক দফা আলোচনার প্রয়োজন হবে বলে জানিয়েছেন কর্মকর্তারা। [602,1703,726,1735]
paragraph: আউটসোর্সিং কর্মীরা দীর্ঘদিন ধরে চাকরি স্থায়ীকরণের দাবি জানিয়ে আসছেন। [1046,1964,1158,1996]
paragraph: ১০ গ্রুপ ও বর্তমানে ইতিমধ্যে ১৫ গ্রুপ নদীর বিভিন্ন পয়েন্টে অবস্থান নিয়ে চাঁদাবাজি চালিয়ে যাচ্ছে বলে জানা গেছে। [975,394,1065,448]
outsourcing-body [736,1900,917,2016]
paragraph: স্থানীয় বাসিন্দারা প্রশাসনের এ উদ্যোগকে স্বাগত জানিয়েছেন। [829,1706,917,1738]
paragraph: পরিবেশ দূষণরোধে নানা পদক্ষেপ আমাদের হাতে থাকলেও নানা প্রতিকূলতার কারণে তা বাস্তবায়ন করা যাচ্ছে না। এর মধ্যে শব্দ দূষণ, বায়ু দূষণ, পানি দূষণ, মাটি দূষণ অন্যতম। শিল্পোন্নত দেশগুলোতে পরিবেশ দূষণ রোধে নানা পদক্ষেপ গ্রহণ করা হলেও উন্নয়নশীল দেশগুলোতে তা যথাযথভাবে মানা হচ্ছে না। [5,147,94,281]
paragraph: আলোচনার খবরে আন্তর্জাতিক বাজারে তেলের দাম কিছুটা কমেছে। বিশ্লেষকরা বলছেন, উত্তেজনা কমলে জ্বালানি বাজার স্থিতিশীল হবে। [5,2326,152,2358]
paragraph: গতকাল রোববার বিকেলে উপজেলা সদরে মিছিলটি বের হয়ে প্রধান প্রধান সড়ক প্রদক্ষিণ করে বাসস্ট্যান্ড এলাকায় গিয়ে সমাবেশে মিলিত হয়। [586,493,675,559]
paragraph: এলাকাবাসী দ্রুত সড়ক সংস্কারের দাবি জানিয়েছেন। তারা বলছেন, দুর্ঘটনা এড়াতে অন্তত গর্তগুলো ভরাট করা জরুরি। [199,1525,292,1579]
paragraph: আটট মাস সম্পর্কে তিন বছর, এই সংক্রান্ত কার্যক্রম অব্যাহত রয়েছে বলে জানিয়েছে কর্তৃপক্ষ। [928,1619,1040,1651]
byline: ফুলতলা (খুলনা) প্রতিনিধি : [586,409,673,418]
paragraph: ভারতের একজন কিংবদন্তি শিল্পীর প্রয়াণে শোকের ছায়া নেমে এসেছে। তিনি দীর্ঘ ছয় দশক ধরে সংগীতাঙ্গনে সক্রিয় ছিলেন। [928,2085,1040,2129]
paragraph: উভয় দেশের অভ্যন্তরে কট্টরপন্থীরা আলোচনার বিরোধিতা করছেন। এটি আলোচনার অগ্রগতিতে বাধা হতে পারে। [602,1777,726,1820]
paragraph: এ বিষয়ে জাতিসংঘের নিরাপত্তা পরিষদে একটি বৈঠক অনুষ্ঠিত হওয়ার কথা রয়েছে। [315,1838,457,1858]
paragraph: ব্যবসায়ীরা বলছেন, বাজারে পর্যাপ্ত জায়গা না থাকায় বাধ্য হয়ে সড়কের উপর দোকান বসাতে হচ্ছে। সরকারি ব্যবস্থাপনায় বাজার সম্প্রসারণ করা হলে এ সমস্যার সমাধান হবে। [394,832,480,910]
paragraph: কূটনৈতিক সূত্র জানায়, আলোচনায় বন্দি বিনিময় নিয়েও কথা হয়েছে। উভয় পক্ষ এ বিষয়ে নীতিগতভাবে একমত হয়েছে। [315,1729,457,1761]
photo-banner-text: গণভোটের রায় বাস্তবায়নের দাবিতে [941,57,1099,69]
paragraph: স্থানীয় ব্যবসায়ীরাও আশাবাদী। তারা বলছেন, পরিস্থিতি স্বাভাবিক হলে রপ্তানি বাড়বে। [467,1813,592,1845]
stabbing-headline: নগরীতে ছুরিকাঘাতে [736,2132,917,2150]
measles-body [162,2029,305,2125]
paragraph: অভিযোগ রয়েছে, কিছু প্রভাবশালী ব্যক্তির ছত্রছায়ায় দস্যুরা তৎপরতা চালাচ্ছে। তাদের বিরুদ্ধেও ব্যবস্থা নেওয়ার দাবি উঠেছে। [1070,241,1159,296]
india-legend-body [736,2044,917,2126]
bhairab-kicker: নিয়ন্ত্রণ করছে পাঁচটি সশস্ত্র গ্রুপ [881,150,1160,165]
paragraph: বর্জ্য থেকে জ্বালানি উৎপাদনের একটি প্রকল্প বাস্তবায়নের উদ্যোগ নেওয়া হয়েছে। এতে পরিবেশ দূষণ কমবে এবং বিদ্যুৎ উৎপাদন বাড়বে। [315,2097,457,2139]
regional-impact-subhead: আঞ্চলিক প্রভাব [5,1936,66,1948]
paragraph: অভিযানের সময় এলাকায় উত্তেজনা বিরাজ করছিল। অতিরিক্ত পুলিশ মোতায়েন করা হয়েছিল। [602,2113,726,2145]
paragraph: দুই শতক জমি ছাড়া আয় বর্ধক কোনো কর্মসংস্থানের ব্যবস্থা ছাড়াই পুনর্বাসিত হওয়া পরিবারগুলো বেশ কিছুদিন বসবাস করে। উপার্জন না থাকায় এক সময় আস্তে আস্তে কোনো কোনো ভূমিহীন আবাসন ছেড়ে অন্যত্র চলে যান। আবার কোনো কোনো ভূমিহীন পরিবার গোপনে অন্যের কাছ থেকে মোটা অঙ্কের টাকা নিয়ে আবাসনের ঘর হস্তান্তর করে চলে গেছেন বলেও অভিযোগ রয়েছে। [342,372,480,483]
paragraph: খুলনার ভৈরব নদসহ আশপাশের নদ-নদী এখন জলদস্যুদের দখলে চলে গেছে। পাঁচটি সশস্ত্র গ্রুপ নদীতে চাঁদাবাজি, ডাকাতি ও অপহরণের মতো অপরাধ চালিয়ে যাচ্ছে বলে অভিযোগ পাওয়া গেছে। [881,241,970,330]
paragraph: গতকাল রোববার বিকেলে উপজেলা সদরে মিছিলটি বের হয়ে প্রধান প্রধান সড়ক প্রদক্ষিণ করে বাসস্ট্যান্ড এলাকায় গিয়ে সমাবেশে মিলিত হয়। [781,467,871,533]
gonovote-body-4 [782,396,871,605]
paragraph: সমাবেশে স্থানীয় বিভিন্ন রাজনৈতিক দলের নেতৃবৃন্দ উপস্থিত ছিলেন। সমাবেশ শেষে একটি স্মারকলিপি উপজেলা নির্বাহী কর্মকর্তার কাছে হস্তান্তর করা হয়। [684,535,774,602]
photo-banner-text: বিক্ষোভ সমাবেশ ও মিছিল [47,770,147,781]
paragraph: জেলা প্রশাসন জানিয়েছে, সফরকালে বেশ কয়েকটি উন্নয়ন প্রকল্পের উদ্বোধন করা হবে। [162,2545,305,2565]
india-legend-2-headline-dup: ভারতের কিংবদন্তি [928,2248,1158,2267]
paragraph: সরকারি দপ্তরে আউটসোর্সিং প্রথায় পরিবর্তন আনার উদ্যোগ নেওয়া হয়েছে। এতে কর্মীদের বেতন-ভাতা বৃদ্ধি পাবে। [736,1900,823,1967]
jump3-body [315,1619,457,1970]
paragraph: পরবর্তী দফার বৈঠকের তারিখ এখনো নির্ধারিত হয়নি। তবে শিগগিরই তা ঘোষণা করা হবে বলে জানা গেছে। [467,1619,592,1651]
khalishpur-hospital-headline: খালিশপুর লাল হাসপাতাল [315,2458,457,2476]
paragraph: বিশ্ব অর্থনীতিতেও এর প্রভাব পড়বে বলে মনে করছেন অর্থনীতিবিদরা। বিশেষ করে জ্বালানি বাজারে স্থিতিশীলতা ফিরবে। [602,1656,726,1699]
khulna-measles-body [315,2246,457,2342]
paragraph: গতকাল রোববার সকালে মাদ্রাসার সামনে এ মানববন্ধন অনুষ্ঠিত হয়। এতে শতাধিক মানুষ অংশ নেন। মানববন্ধনে বক্তারা অভিযোগ করেন, অধ্যক্ষ দীর্ঘদিন ধরে প্রতিষ্ঠানের অর্থ আত্মসাৎ করে আসছেন। [199,821,292,910]
paragraph: ফুলতলা থানার ভারপ্রাপ্ত কর্মকর্তা (ওসি) বলেন, ঘটনাস্থল পরিদর্শন করা হয়েছে। অপমৃত্যুর মামলা দায়ের করা হয়েছে। [781,146,871,201]
paragraph: ভোক্তা অধিকার সংরক্ষণ অধিদপ্তর বাজার তদারকি জোরদার করেছে। অনিয়ম পেলে জরিমানা করা হচ্ছে। [829,1767,917,1811]
paragraph: এদিকে নদী দখল করে অবৈধ স্থাপনা নির্মাণের অভিযোগও রয়েছে। পরিবেশবাদীরা বলছেন, এতে নদীর স্বাভাবিক প্রবাহ বাধাগ্রস্ত হচ্ছে। [1070,371,1159,437]
waste-energy-headline: বর্জ্য থেকে জ্বালানি [315,2074,457,2093]
paragraph: আগামী মাসে পরবর্তী দফার আলোচনা অনুষ্ঠিত হওয়ার কথা রয়েছে বলে সংশ্লিষ্ট সূত্রে জানা গেছে। [5,2062,152,2094]
rally-photo-right [881,44,1160,123]
protest-photo-left [5,730,189,836]
byline: তেরখাদা (খুলনা) প্রতিনিধি : [302,714,388,734]
paragraph: আঞ্চলিক মিত্রদের সঙ্গেও পরামর্শ করা হচ্ছে বলে জানা গেছে। তাদের উদ্বেগগুলোও বিবেচনায় নেওয়া হবে। [602,2412,726,2444]
column-fultala-2 [583,42,681,1583]
meeting-photo [200,585,479,664]
paragraph: নগরীর একটি এলাকায় ছুরিকাঘাতে এক যুবক আহত হয়েছেন। তাকে হাসপাতালে ভর্তি করা হয়েছে। [928,2172,1040,2216]
column-fultala-1 [485,42,583,1583]
paragraph: আলোচনার খবরে আন্তর্জাতিক বাজারে তেলের দাম কিছুটা কমেছে। বিশ্লেষকরা বলছেন, উত্তেজনা কমলে জ্বালানি বাজার স্থিতিশীল হবে। [5,1953,152,1985]
paragraph: তার মৃত্যুতে রাষ্ট্রপতি ও প্রধানমন্ত্রী শোক প্রকাশ করেছেন। [736,2044,859,2124]
stabbing-body-dup [928,2172,1158,2242]
paragraph: ফুলতলা থানার ভারপ্রাপ্ত কর্মকর্তা (ওসি) বলেন, ঘটনাস্থল পরিদর্শন করা হয়েছে। অপমৃত্যুর মামলা দায়ের করা হয়েছে। [489,350,578,405]
paragraph: স্থানীয় বাসিন্দারা জানান, আবাসনে যারা ঘর পেয়েছিলেন তাদের অধিকাংশই দিনমজুর। এলাকায় কাজের সুযোগ না থাকায় তারা জীবিকার তাগিদে অন্যত্র চলে গেছেন। [199,440,336,483]
paragraph: নিহতের নাম মোঃ রাসেল শেখ (৩০)। তিনি ওই এলাকার মৃত আব্দুল খালেকের ছেলে। [489,150,578,192]
column-fultala-3 [681,42,778,1583]
paragraph: আটট মাস সম্পর্কে তিন বছর, এই সংক্রান্ত কার্যক্রম অব্যাহত রয়েছে বলে জানিয়েছে কর্তৃপক্ষ। [736,1619,823,1663]
paragraph: বক্তারা বলেন, জাতীয় স্বার্থে সবাইকে ঐক্যবদ্ধ হতে হবে। রাজনৈতিক মতপার্থক্য থাকলেও দেশের প্রশ্নে আপস নয়। [162,2201,305,2232]
gonovote-body-3 [684,405,774,603]
paragraph: খুলনার ফুলতলা উপজেলায় বাড়ির ছাদে বিদ্যুতায়িত হয়ে নিচে পড়ে এক যুবকের মৃত্যু হয়েছে। গতকাল রোববার বিকেলে উপজেলার দামোদর ইউনিয়নে এ ঘটনা ঘটে। [781,289,871,366]
